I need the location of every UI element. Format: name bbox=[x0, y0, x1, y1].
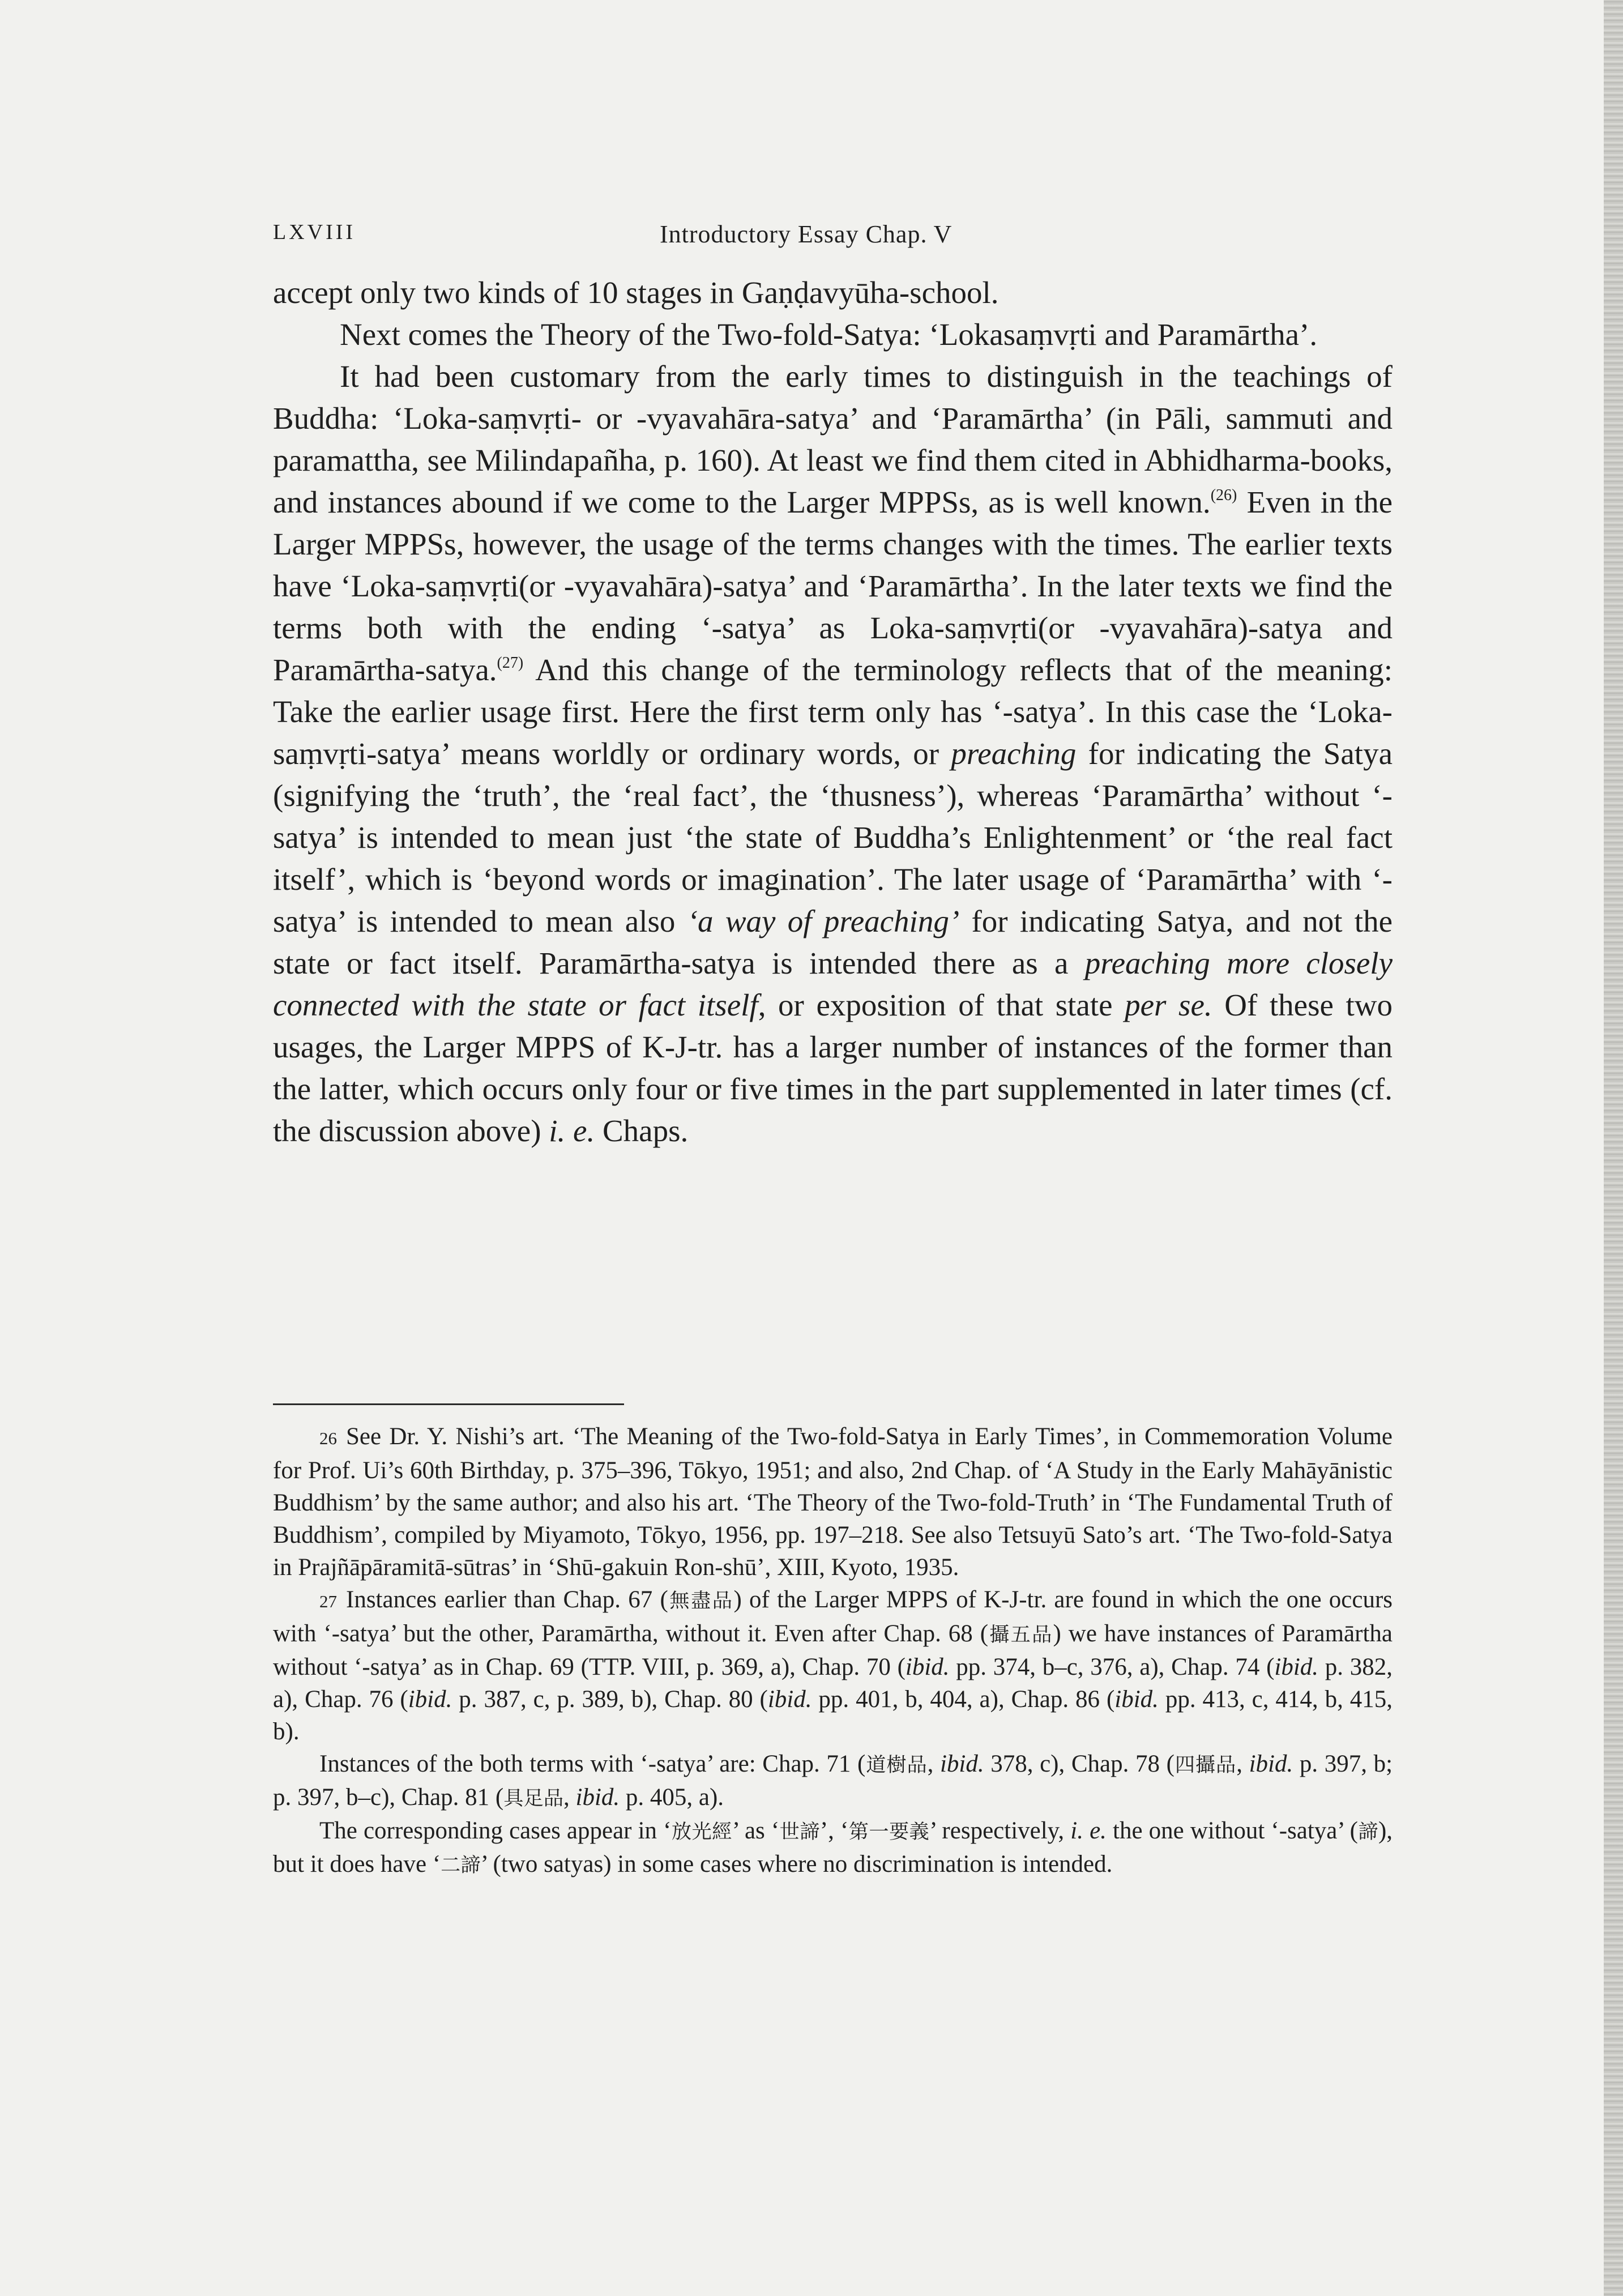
italic-text: ‘a way of preaching’ bbox=[687, 904, 960, 938]
cjk-text: 具足品 bbox=[503, 1787, 563, 1810]
footnote-ref-26[interactable]: (26) bbox=[1210, 486, 1237, 504]
text-run: p. 387, c, p. 389, b), Chap. 80 ( bbox=[452, 1686, 768, 1713]
text-run: Chaps. bbox=[595, 1113, 689, 1148]
text-run: , bbox=[563, 1784, 576, 1811]
italic-text: ibid. bbox=[575, 1784, 620, 1811]
footnote-26 bbox=[273, 1420, 1393, 1584]
text-run: pp. 401, b, 404, a), Chap. 86 ( bbox=[812, 1686, 1115, 1713]
scanned-page-edge bbox=[1604, 0, 1623, 2296]
footnote-27-corresponding bbox=[273, 1815, 1393, 1881]
text-run: And this change of the terminology reflects that of the meaning: Take the earlier usage first. Here the first term only has ‘-satya’. In this case the ‘Loka-saṃvṛti-satya’ means worldly or ordinary words, or bbox=[273, 652, 1393, 771]
text-run: for indicating the Satya (signifying the ‘truth’, the ‘real fact’, the ‘thusness’), whereas ‘Paramārtha’ without ‘-satya’ is intended to mean just ‘the state of Buddha’s Enlightenment’ or ‘the real fact itself’, which is ‘beyond words or imagination’. The later usage of ‘Paramārtha’ with ‘-satya’ is intended to mean also bbox=[273, 736, 1393, 938]
italic-text: i. e. bbox=[1070, 1817, 1107, 1844]
footnote-number: 27 bbox=[319, 1591, 337, 1611]
paragraph-continuation: accept only two kinds of 10 stages in Gaṇḍavyūha-school. bbox=[273, 275, 999, 310]
text-run: p. 405, a). bbox=[620, 1784, 724, 1811]
text-run: , or exposition of that state bbox=[758, 988, 1125, 1022]
text-run: ’ as ‘ bbox=[732, 1817, 780, 1844]
text-run: Of these two usages, the Larger MPPS of K-J-tr. has a larger number of instances of the former than the latter, which occurs only four or five times in the part supplemented in later times (cf. the discussion above) bbox=[273, 988, 1393, 1148]
cjk-text: 攝五品 bbox=[988, 1623, 1053, 1646]
footnote-number: 26 bbox=[319, 1428, 337, 1448]
text-run: ) of the Larger MPPS of K-J-tr. are found in which the one occurs with ‘-satya’ but the other, Paramārtha, without it. Even after Chap. 68 ( bbox=[273, 1586, 1393, 1647]
footnote-27-continued bbox=[273, 1748, 1393, 1815]
footnote-27 bbox=[273, 1584, 1393, 1748]
italic-text: ibid. bbox=[1249, 1751, 1293, 1777]
italic-text: ibid. bbox=[767, 1686, 812, 1713]
running-title: Introductory Essay Chap. V bbox=[660, 220, 953, 248]
footnote-ref-27[interactable]: (27) bbox=[497, 654, 524, 672]
text-run: , bbox=[1236, 1751, 1249, 1777]
italic-text: ibid. bbox=[905, 1654, 950, 1680]
text-run: Even in the Larger MPPSs, however, the usage of the terms changes with the times. The earlier texts have ‘Loka-saṃvṛti(or -vyavahāra)-satya’ and ‘Paramārtha’. In the later texts we find the terms both with the ending ‘-satya’ as Loka-saṃvṛti(or -vyavahāra)-satya and Paramārtha-satya. bbox=[273, 485, 1393, 687]
text-run: It had been customary from the early times to distinguish in the teachings of Buddha: ‘Loka-saṃvṛti- or -vyavahāra-satya’ and ‘Paramārtha’ (in Pāli, sammuti and paramattha, see Milindapañha, p. 160). At least we find them cited in Abhidharma-books, and instances abound if we come to the Larger MPPSs, as is well known. bbox=[273, 359, 1393, 519]
page-header bbox=[0, 220, 1623, 254]
text-run: ’ respectively, bbox=[929, 1817, 1071, 1844]
text-run: ’, ‘ bbox=[819, 1817, 849, 1844]
text-run: p. 397, b; p. 397, b–c), Chap. 81 ( bbox=[273, 1751, 1393, 1811]
page-number: LXVIII bbox=[273, 220, 356, 244]
text-run: The corresponding cases appear in ‘ bbox=[319, 1817, 672, 1844]
cjk-text: 諦 bbox=[1357, 1820, 1378, 1843]
cjk-text: 道樹品 bbox=[865, 1753, 928, 1777]
italic-text: ibid. bbox=[1274, 1654, 1319, 1680]
italic-text: ibid. bbox=[1114, 1686, 1159, 1713]
text-run: ) we have instances of Paramārtha without ‘-satya’ as in Chap. 69 (TTP. VIII, p. 369, a), Chap. 70 ( bbox=[273, 1620, 1393, 1680]
text-run: Instances of the both terms with ‘-satya’ are: Chap. 71 ( bbox=[319, 1751, 866, 1777]
cjk-text: 放光經 bbox=[671, 1820, 732, 1843]
footnote-text: See Dr. Y. Nishi’s art. ‘The Meaning of the Two-fold-Satya in Early Times’, in Commemoration Volume for Prof. Ui’s 60th Birthday, p. 375–396, Tōkyo, 1951; and also, 2nd Chap. of ‘A Study in the Early Mahāyānistic Buddhism’ by the same author; and also his art. ‘The Theory of the Two-fold-Truth’ in ‘The Fundamental Truth of Buddhism’, compiled by Miyamoto, Tōkyo, 1956, pp. 197–218. See also Tetsuyū Sato’s art. ‘The Two-fold-Satya in Prajñāpāramitā-sūtras’ in ‘Shū-gakuin Ron-shū’, XIII, Kyoto, 1935. bbox=[273, 1423, 1393, 1581]
text-run: p. 382, a), Chap. 76 ( bbox=[273, 1654, 1393, 1713]
text-run: Instances earlier than Chap. 67 ( bbox=[346, 1586, 668, 1613]
italic-text: ibid. bbox=[939, 1751, 984, 1777]
footnote-divider bbox=[273, 1403, 624, 1405]
text-run: ’ (two satyas) in some cases where no discrimination is intended. bbox=[480, 1851, 1113, 1877]
text-run: for indicating Satya, and not the state or fact itself. Paramārtha-satya is intended there as a bbox=[273, 904, 1393, 980]
italic-text: preaching more closely connected with the state or fact itself bbox=[273, 946, 1393, 1022]
italic-text: ibid. bbox=[408, 1686, 452, 1713]
text-run: pp. 413, c, 414, b, 415, b). bbox=[273, 1686, 1393, 1745]
italic-text: preaching bbox=[951, 736, 1077, 771]
italic-text: i. e. bbox=[549, 1113, 595, 1148]
main-text bbox=[273, 272, 1393, 1152]
text-run: 378, c), Chap. 78 ( bbox=[984, 1751, 1174, 1777]
cjk-text: 四攝品 bbox=[1174, 1753, 1237, 1777]
cjk-text: 無盡品 bbox=[668, 1589, 734, 1612]
paragraph-customary bbox=[273, 356, 1393, 1152]
text-run: , bbox=[927, 1751, 940, 1777]
text-run: the one without ‘-satya’ ( bbox=[1106, 1817, 1358, 1844]
footnotes bbox=[273, 1420, 1393, 1881]
cjk-text: 第一要義 bbox=[848, 1820, 930, 1843]
paragraph-two-fold-satya: Next comes the Theory of the Two-fold-Satya: ‘Lokasaṃvṛti and Paramārtha’. bbox=[340, 317, 1318, 352]
italic-text: per se. bbox=[1125, 988, 1212, 1022]
cjk-text: 二諦 bbox=[441, 1854, 481, 1877]
cjk-text: 世諦 bbox=[779, 1820, 820, 1843]
text-run: pp. 374, b–c, 376, a), Chap. 74 ( bbox=[949, 1654, 1275, 1680]
text-run: ), but it does have ‘ bbox=[273, 1817, 1393, 1877]
